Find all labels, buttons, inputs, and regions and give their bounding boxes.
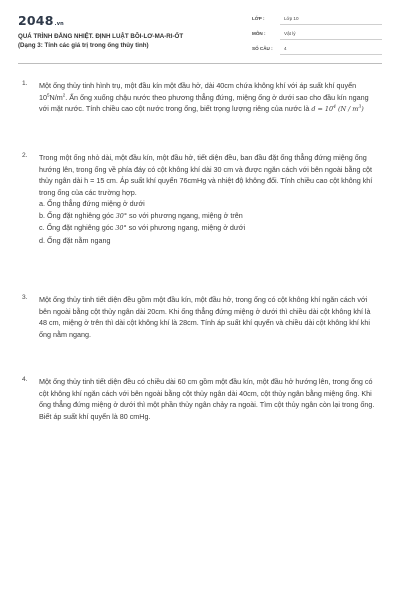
problem-text [39, 80, 379, 116]
option-d [39, 235, 379, 247]
formula-part: d = 10 [311, 105, 334, 113]
problem-text [39, 152, 379, 246]
page-header [0, 0, 400, 60]
problem-number: 3. [22, 294, 28, 301]
angle-value: 30° [115, 211, 128, 220]
meta-underline [280, 24, 382, 25]
option-text: so với phương ngang, miệng ở trên [127, 210, 243, 220]
option-text: b. Ống đặt nghiêng góc [39, 210, 116, 220]
header-divider [18, 63, 382, 64]
meta-value: Lớp 10 [284, 16, 299, 21]
problem-body: Một ống thủy tinh tiết diện đều có chiều dài 60 cm gồm một đầu kín, một đầu hở hướng lên, trong ống có cột không khí ngăn cách với bên ngoài bằng cột thủy ngân dài 40cm, cột thủy ngân bằng miệng ống. Khi ống thẳng đứng miệng ở dưới thì một phần thủy ngân chảy ra ngoài. Tìm cột thủy ngân còn lại trong ống. Biết áp suất khí quyển là 80 cmHg. [39, 377, 375, 421]
formula-exponent: 3 [358, 104, 362, 110]
formula-part: (N / m [335, 105, 359, 113]
problem-text [39, 294, 379, 340]
problem-number: 1. [22, 80, 28, 87]
formula-part: ) [361, 105, 364, 113]
problem-body: Trong một ống nhỏ dài, một đầu kín, một đầu hở, tiết diện đều, ban đầu đặt ống thẳng đứng miệng ống hướng lên, trong ống về phía đáy có cột không khí dài 30 cm và được ngăn cách với bên ngoài bằng cột thủy ngân dài h = 15 cm. Áp suất khí quyển 76cmHg và nhiệt độ không đổi. Tính chiều cao cột không khí trong ống của các trường hợp. [39, 153, 373, 197]
meta-row-class [252, 16, 382, 26]
meta-label: MÔN : [252, 31, 266, 36]
angle-value: 30° [115, 224, 127, 232]
logo-sub: .vn [54, 21, 64, 27]
text-segment: . Ấn ống xuống chậu nước theo phương thẳng đứng, miệng ống ở dưới sao cho đầu kín ngang với mặt nước. Tính chiều cao cột nước trong ống, biết trọng lượng riêng của nước là [39, 92, 369, 113]
option-a [39, 198, 379, 210]
formula [311, 105, 363, 113]
unit-exponent: 2 [62, 92, 66, 98]
meta-value: 4 [284, 46, 287, 51]
problem-number: 4. [22, 376, 28, 383]
meta-row-subject [252, 31, 382, 41]
option-text: a. Ống thẳng đứng miệng ở dưới [39, 199, 145, 208]
option-b [39, 210, 379, 223]
option-text: d. Ống đặt nằm ngang [39, 235, 111, 245]
meta-underline [280, 54, 382, 55]
site-logo[interactable] [18, 13, 64, 28]
meta-label: SỐ CÂU : [252, 46, 273, 51]
option-text: so với phương ngang, miệng ở dưới [126, 223, 246, 232]
formula-exponent: 4 [333, 104, 336, 110]
meta-label: LỚP : [252, 16, 265, 21]
problem-body: Một ống thủy tinh tiết diện đều gồm một đầu kín, một đầu hở, trong ống có cột không khí ngăn cách với bên ngoài bằng cột thủy ngân dài 20cm. Khi ống thẳng đứng miệng ở dưới thì chiều dài cột không khí là 48 cm, miệng ở trên thì dài cột không khí là 28cm. Tính áp suất khí quyển và chiều dài cột không khí khi ống nằm ngang. [39, 295, 371, 339]
problem-number: 2. [22, 152, 28, 159]
option-text: c. Ống đặt nghiêng góc [39, 223, 116, 232]
meta-underline [280, 39, 382, 40]
pressure-exponent: 5 [47, 92, 50, 98]
meta-value: Vật lý [284, 31, 296, 36]
text-segment: N/m [49, 92, 63, 102]
option-c [39, 222, 379, 235]
meta-row-count [252, 46, 382, 56]
problem-text [39, 376, 379, 422]
logo-main: 2048 [18, 13, 54, 28]
document-title: QUÁ TRÌNH ĐẲNG NHIỆT. ĐỊNH LUẬT BÔI-LƠ-MA-RI-ỐT [18, 33, 184, 40]
document-subtitle: (Dạng 3: Tính các giá trị trong ống thủy tinh) [18, 42, 149, 49]
text-segment: Một ống thủy tinh hình trụ, một đầu kín một đầu hở, dài 40cm chứa không khí với áp suất khí quyển 10 [39, 81, 357, 102]
